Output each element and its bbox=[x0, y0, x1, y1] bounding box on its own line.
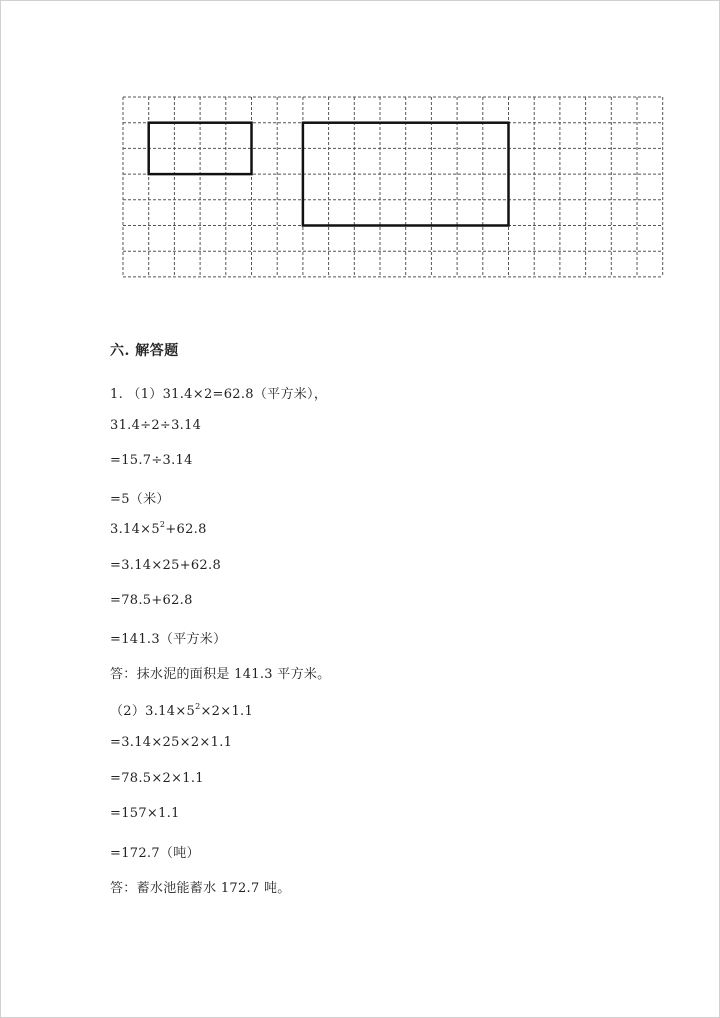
grid-figure bbox=[122, 96, 664, 298]
solution-line-4: =5（米） bbox=[110, 492, 170, 507]
solution-line-13: =157×1.1 bbox=[110, 806, 180, 821]
answer-line-2: 答：蓄水池能蓄水 172.7 吨。 bbox=[110, 881, 291, 896]
exponent: 2 bbox=[195, 702, 201, 711]
solution-line-3: =15.7÷3.14 bbox=[110, 453, 193, 468]
solution-line-1: 1. （1）31.4×2=62.8（平方米）， bbox=[110, 387, 328, 402]
solution-line-7: =78.5+62.8 bbox=[110, 593, 193, 608]
solution-line-11: =3.14×25×2×1.1 bbox=[110, 735, 233, 750]
solution-line-2: 31.4÷2÷3.14 bbox=[110, 418, 202, 433]
solution-line-5 bbox=[110, 522, 207, 537]
expr-part: 3.14×5 bbox=[110, 522, 160, 537]
expr-part: ×2×1.1 bbox=[200, 704, 254, 719]
solution-line-10 bbox=[110, 700, 253, 719]
section-heading: 六. 解答题 bbox=[110, 343, 179, 359]
expr-part: （2）3.14×5 bbox=[110, 704, 196, 719]
exponent: 2 bbox=[159, 520, 166, 529]
solution-line-6: =3.14×25+62.8 bbox=[110, 558, 222, 573]
solution-line-8: =141.3（平方米） bbox=[110, 632, 227, 647]
expr-part: +62.8 bbox=[165, 522, 207, 537]
answer-line-1: 答：抹水泥的面积是 141.3 平方米。 bbox=[110, 667, 331, 682]
solution-line-14: =172.7（吨） bbox=[110, 846, 200, 861]
solution-line-12: =78.5×2×1.1 bbox=[110, 771, 204, 786]
